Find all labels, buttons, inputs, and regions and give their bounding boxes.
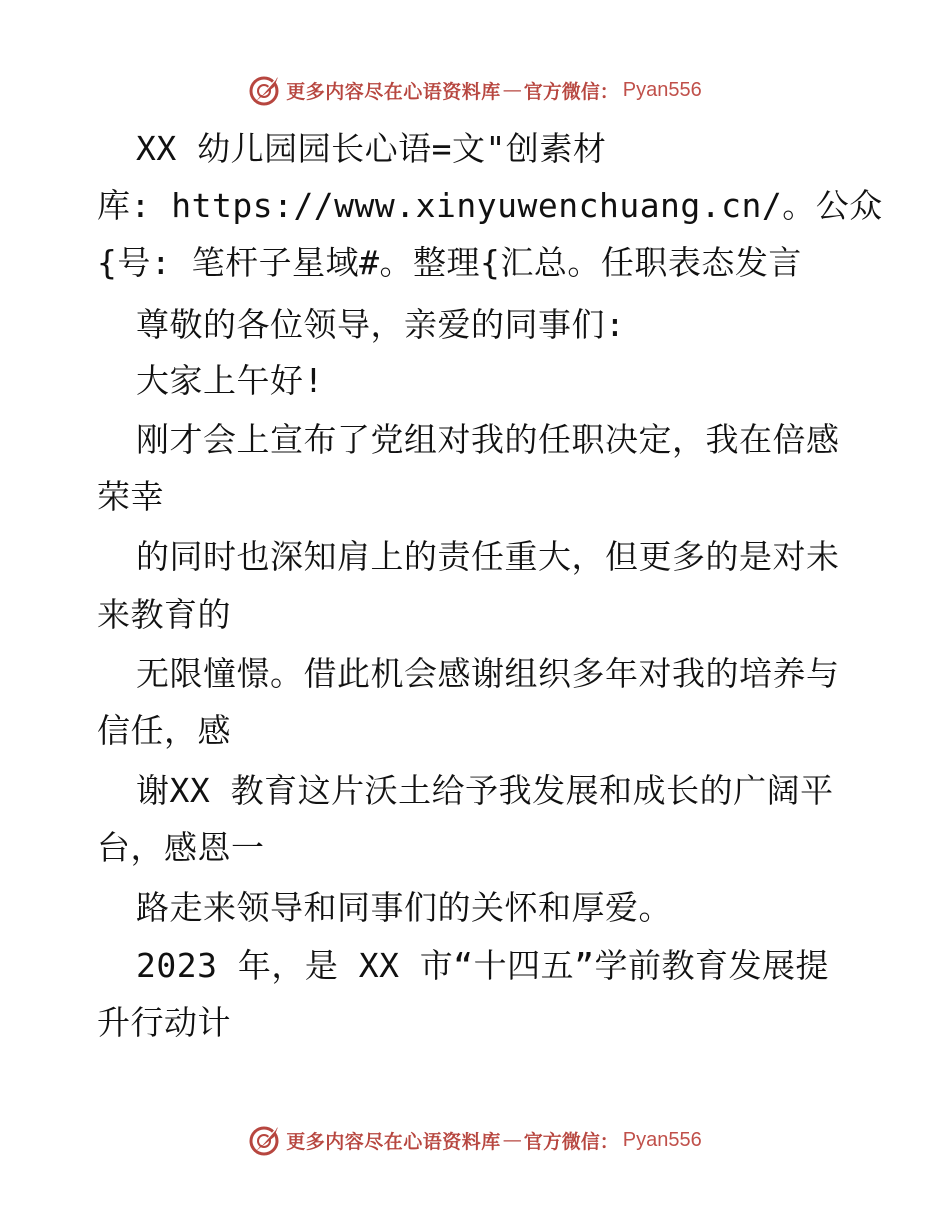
doc-line: 来教育的 <box>97 595 231 634</box>
header-promo-text: 更多内容尽在心语资料库 <box>286 80 501 103</box>
doc-line: 的同时也深知肩上的责任重大，但更多的是对未 <box>136 537 840 576</box>
header-separator: — <box>502 79 522 101</box>
doc-line: 2023 年，是 XX 市“十四五”学前教育发展提 <box>136 946 830 985</box>
header-wechat-label: 官方微信： <box>523 80 619 103</box>
doc-line: XX 幼儿园园长心语=文"创素材 <box>136 129 607 168</box>
footer-wechat-label: 官方微信： <box>523 1130 619 1153</box>
doc-line: 库: https://www.xinyuwenchuang.cn/。公众 <box>97 186 883 225</box>
doc-line: 台，感恩一 <box>97 828 265 867</box>
doc-line: 刚才会上宣布了党组对我的任职决定，我在倍感 <box>136 420 840 459</box>
doc-line: 大家上午好! <box>136 361 324 400</box>
doc-line: 路走来领导和同事们的关怀和厚爱。 <box>136 888 672 927</box>
footer-promo-text: 更多内容尽在心语资料库 <box>286 1130 501 1153</box>
footer-separator: — <box>502 1129 522 1151</box>
doc-line: 谢XX 教育这片沃土给予我发展和成长的广阔平 <box>136 771 834 810</box>
doc-line: 荣幸 <box>97 477 164 516</box>
quill-logo-icon <box>248 1123 282 1157</box>
footer-wechat-id: Pyan556 <box>622 1128 702 1151</box>
doc-line: 尊敬的各位领导，亲爱的同事们: <box>136 305 626 344</box>
doc-line: 信任，感 <box>97 711 231 750</box>
footer-banner <box>0 1120 950 1160</box>
header-wechat-id: Pyan556 <box>622 78 702 101</box>
doc-line: 升行动计 <box>97 1003 231 1042</box>
doc-line: {号: 笔杆子星域#。整理{汇总。任职表态发言 <box>97 243 802 282</box>
doc-line: 无限憧憬。借此机会感谢组织多年对我的培养与 <box>136 654 840 693</box>
